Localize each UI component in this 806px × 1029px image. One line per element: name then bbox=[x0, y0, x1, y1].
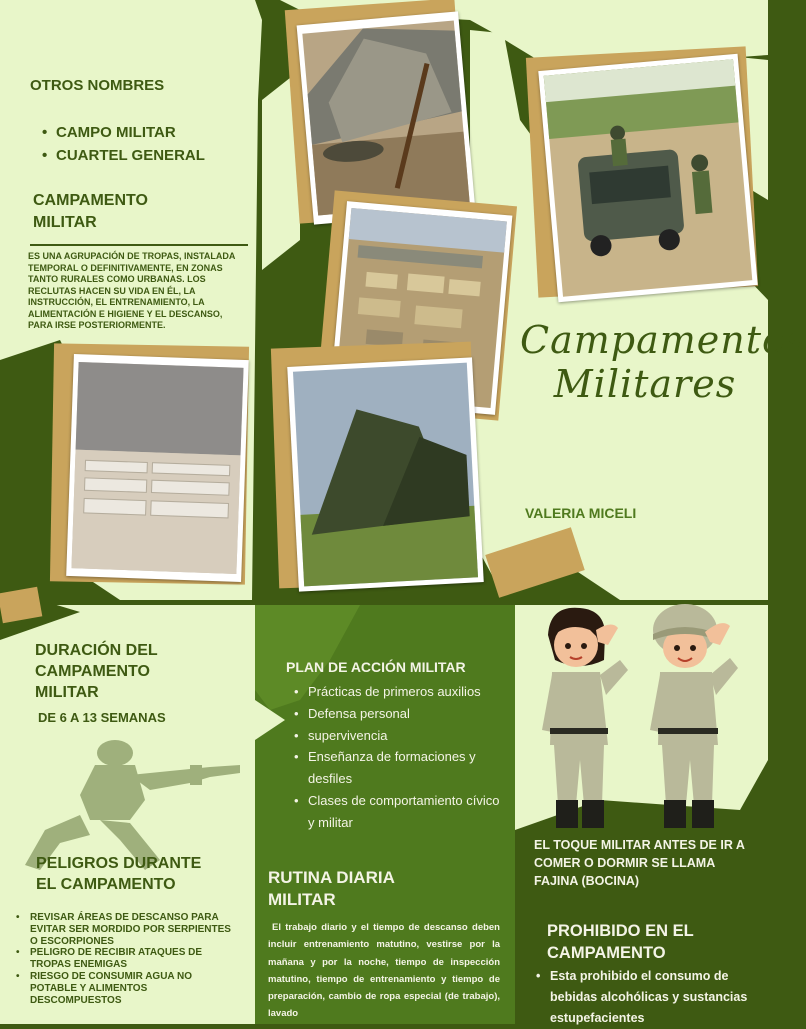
duracion-title-line3: MILITAR bbox=[35, 684, 99, 701]
peligros-title-line1: PELIGROS DURANTE bbox=[36, 855, 202, 872]
soldiers-truck-image bbox=[544, 59, 753, 297]
list-item: • RIESGO DE CONSUMIR AGUA NO POTABLE Y ALIMENTOS DESCOMPUESTOS bbox=[14, 971, 239, 1006]
otros-nombres-title: OTROS NOMBRES bbox=[30, 77, 165, 94]
rutina-text: El trabajo diario y el tiempo de descanso deben incluir entrenamiento matutino, vestirse por la mañana y por la noche, tiempo de inspección matutino, tiempo de entrenamiento y tiempo de preparación, cambio de ropa especial (de trabajo), lavado bbox=[268, 922, 500, 1020]
desert-barracks-image bbox=[71, 359, 243, 577]
prohibido-list bbox=[534, 966, 762, 1029]
tent-rifle-image bbox=[302, 17, 470, 220]
peligros-list bbox=[14, 912, 239, 1006]
plan-list bbox=[292, 681, 502, 834]
otros-nombres-list bbox=[40, 121, 205, 167]
duracion-title-line2: CAMPAMENTO bbox=[35, 663, 150, 680]
photo-tent-rifle bbox=[297, 11, 476, 224]
green-tents-image bbox=[292, 363, 478, 587]
plan-title: PLAN DE ACCIÓN MILITAR bbox=[286, 659, 466, 675]
list-item: • REVISAR ÁREAS DE DESCANSO PARA EVITAR SER MORDIDO POR SERPIENTES O ESCORPIONES bbox=[14, 912, 239, 947]
boy-soldier-icon bbox=[650, 604, 738, 828]
campamento-description: ES UNA AGRUPACIÓN DE TROPAS, INSTALADA TEMPORAL O DEFINITIVAMENTE, EN ZONAS TANTO RURALES COMO URBANAS. LOS RECLUTAS HACEN SU VIDA EN ÉL, LA INSTRUCCIÓN, EL ENTRENAMIENTO, LA ALIMENTACIÓN E HIGIENE Y EL DESCANSO, PARA IRSE POSTERIORMENTE. bbox=[28, 251, 236, 330]
prohibido-title-line1: PROHIBIDO EN EL bbox=[547, 922, 694, 940]
list-item: • supervivencia bbox=[292, 725, 502, 747]
list-item: • Enseñanza de formaciones y desfiles bbox=[292, 746, 502, 790]
divider bbox=[30, 244, 248, 246]
list-item: • CUARTEL GENERAL bbox=[40, 144, 205, 167]
duracion-title-line1: DURACIÓN DEL bbox=[35, 642, 158, 659]
list-item: • Prácticas de primeros auxilios bbox=[292, 681, 502, 703]
list-item: • CAMPO MILITAR bbox=[40, 121, 205, 144]
campamento-title bbox=[33, 190, 148, 234]
list-item: • Clases de comportamiento cívico y militar bbox=[292, 790, 502, 834]
duracion-title bbox=[35, 640, 158, 703]
photo-soldiers-truck bbox=[538, 54, 757, 303]
peligros-title bbox=[36, 853, 201, 895]
peligros-title-line2: EL CAMPAMENTO bbox=[36, 876, 176, 893]
list-item: • Esta prohibido el consumo de bebidas alcohólicas y sustancias estupefacientes bbox=[534, 966, 762, 1029]
rutina-title bbox=[268, 867, 395, 911]
campamento-title-line1: CAMPAMENTO bbox=[33, 192, 148, 209]
rutina-title-line1: RUTINA DIARIA bbox=[268, 868, 395, 887]
author-name: VALERIA MICELI bbox=[525, 505, 637, 521]
toque-text: EL TOQUE MILITAR ANTES DE IR A COMER O DORMIR SE LLAMA FAJINA (BOCINA) bbox=[534, 838, 745, 888]
prohibido-title-line2: CAMPAMENTO bbox=[547, 944, 666, 962]
photo-desert-barracks bbox=[66, 354, 249, 582]
cover-title-line1: Campamentos bbox=[520, 318, 806, 362]
girl-soldier-icon bbox=[542, 608, 628, 828]
photo-green-tents bbox=[287, 357, 484, 591]
campamento-title-line2: MILITAR bbox=[33, 214, 97, 231]
list-item: • PELIGRO DE RECIBIR ATAQUES DE TROPAS ENEMIGAS bbox=[14, 947, 239, 971]
saluting-soldiers-illustration bbox=[540, 600, 750, 835]
duracion-value: DE 6 A 13 SEMANAS bbox=[38, 710, 166, 725]
cover-title bbox=[520, 318, 806, 406]
cover-title-line2: Militares bbox=[553, 362, 737, 406]
rutina-title-line2: MILITAR bbox=[268, 890, 336, 909]
prohibido-title bbox=[547, 920, 694, 964]
list-item: • Defensa personal bbox=[292, 703, 502, 725]
